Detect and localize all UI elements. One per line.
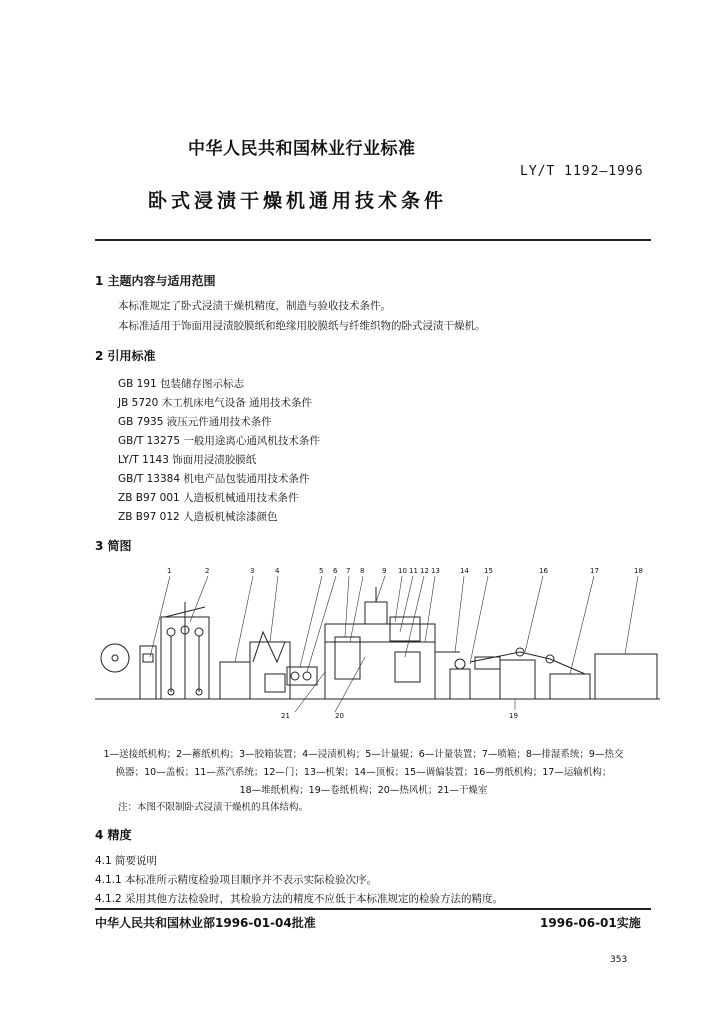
section-3-heading: 3 简图 <box>95 539 132 553</box>
callout-label-19: 19 <box>509 712 518 720</box>
callout-label-13: 13 <box>431 567 440 575</box>
clause-4-1-2: 4.1.2 采用其他方法检验时，其检验方法的精度不应低于本标准规定的检验方法的精度。 <box>95 893 504 905</box>
figure-caption-line-1: 1—送接纸机构；2—蓄纸机构；3—胶箱装置；4—浸渍机构；5—计量辊；6—计量装置；7—喷箱；8—排湿系统；9—热交 <box>103 749 624 760</box>
callout-label-20: 20 <box>335 712 344 720</box>
section-1-paragraph-2: 本标准适用于饰面用浸渍胶膜纸和绝缘用胶膜纸与纤维织物的卧式浸渍干燥机。 <box>118 320 486 332</box>
implementation-date: 1996-06-01实施 <box>540 916 641 930</box>
callout-label-16: 16 <box>539 567 548 575</box>
callout-label-11: 11 <box>409 567 418 575</box>
reference-item: GB/T 13384 机电产品包装通用技术条件 <box>118 473 310 485</box>
figure-note: 注：本图不限制卧式浸渍干燥机的具体结构。 <box>118 802 309 813</box>
callout-label-1: 1 <box>167 567 172 575</box>
callout-label-7: 7 <box>346 567 351 575</box>
section-4-heading: 4 精度 <box>95 828 132 842</box>
reference-item: JB 5720 木工机床电气设备 通用技术条件 <box>118 397 313 409</box>
reference-item: ZB B97 012 人造板机械涂漆颜色 <box>118 511 278 523</box>
machine-schematic-diagram <box>95 562 660 727</box>
subsection-4-1: 4.1 简要说明 <box>95 855 158 867</box>
callout-label-9: 9 <box>382 567 387 575</box>
callout-label-17: 17 <box>590 567 599 575</box>
callout-label-5: 5 <box>319 567 324 575</box>
document-title: 卧式浸渍干燥机通用技术条件 <box>148 190 448 212</box>
callout-label-14: 14 <box>460 567 469 575</box>
issuing-organization: 中华人民共和国林业行业标准 <box>188 139 416 159</box>
callout-label-8: 8 <box>360 567 365 575</box>
callout-label-21: 21 <box>281 712 290 720</box>
section-1-heading: 1 主题内容与适用范围 <box>95 274 216 288</box>
approval-statement: 中华人民共和国林业部1996-01-04批准 <box>95 916 316 930</box>
header-divider <box>95 239 651 241</box>
page-number: 353 <box>610 955 628 965</box>
reference-item: GB 7935 液压元件通用技术条件 <box>118 416 272 428</box>
callout-label-4: 4 <box>275 567 280 575</box>
figure-caption-line-3: 18—堆纸机构；19—卷纸机构；20—热风机；21—干燥室 <box>239 785 488 796</box>
callout-label-10: 10 <box>398 567 407 575</box>
callout-label-2: 2 <box>205 567 210 575</box>
callout-label-6: 6 <box>333 567 338 575</box>
section-2-heading: 2 引用标准 <box>95 349 156 363</box>
clause-4-1-1: 4.1.1 本标准所示精度检验项目顺序并不表示实际检验次序。 <box>95 874 378 886</box>
callout-label-15: 15 <box>484 567 493 575</box>
standard-code: LY/T 1192—1996 <box>520 164 644 179</box>
reference-item: GB/T 13275 一般用途离心通风机技术条件 <box>118 435 320 447</box>
reference-item: GB 191 包装储存图示标志 <box>118 378 245 390</box>
figure-caption-line-2: 换器；10—盖板；11—蒸汽系统；12—门；13—机架；14—顶板；15—调偏装置；16—剪纸机构；17—运输机构； <box>115 767 612 778</box>
callout-label-18: 18 <box>634 567 643 575</box>
section-1-paragraph-1: 本标准规定了卧式浸渍干燥机精度，制造与验收技术条件。 <box>118 300 391 312</box>
footer-divider <box>95 908 651 910</box>
callout-label-12: 12 <box>420 567 429 575</box>
callout-label-3: 3 <box>250 567 255 575</box>
reference-item: LY/T 1143 饰面用浸渍胶膜纸 <box>118 454 257 466</box>
reference-item: ZB B97 001 人造板机械通用技术条件 <box>118 492 299 504</box>
